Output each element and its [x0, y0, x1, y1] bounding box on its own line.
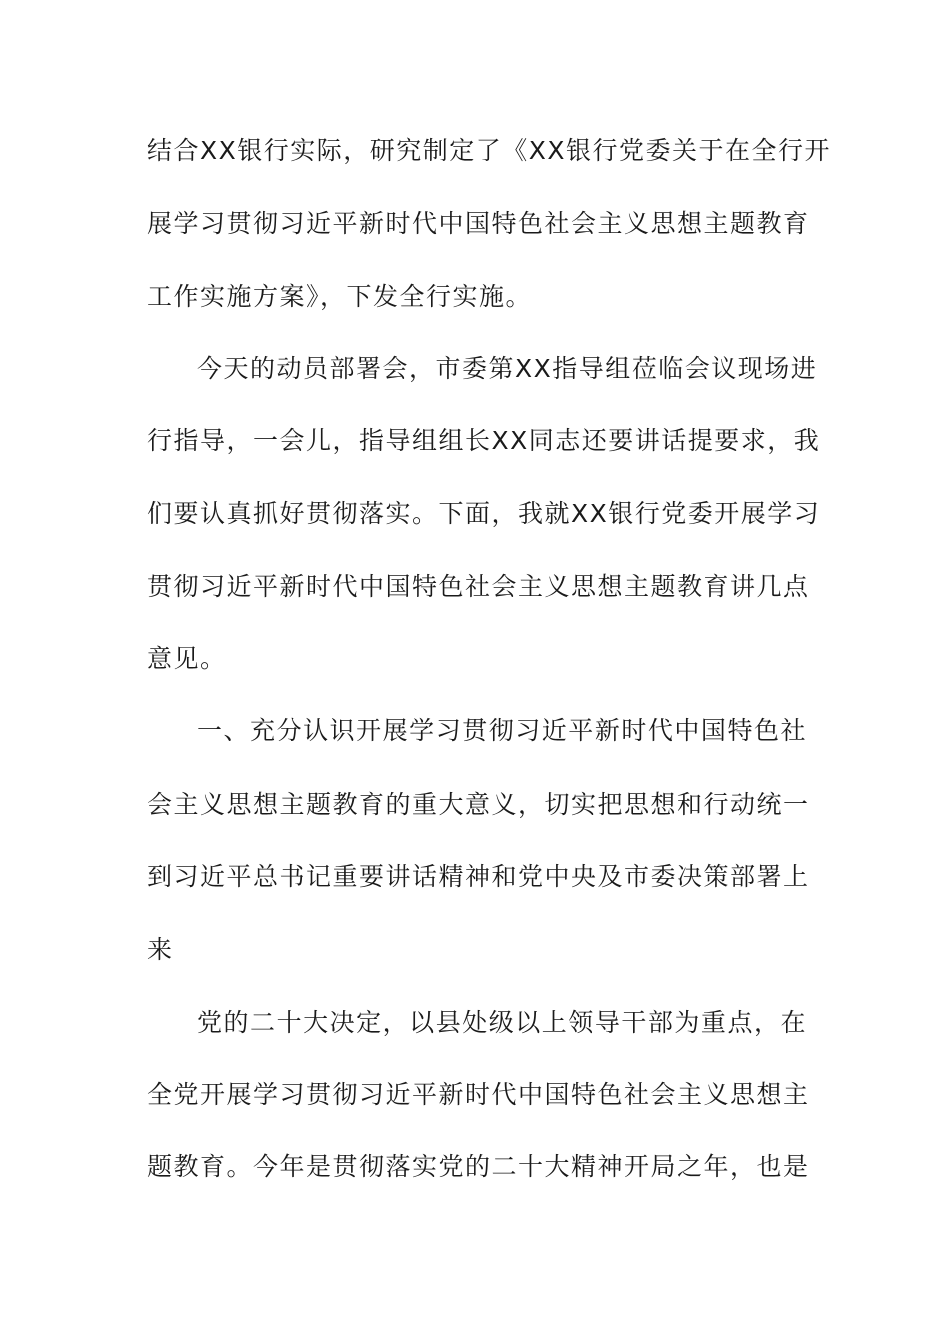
paragraph-line: 党的二十大决定，以县处级以上领导干部为重点，在 [197, 1008, 807, 1037]
section-heading-line: 一、充分认识开展学习贯彻习近平新时代中国特色社 [197, 716, 807, 745]
section-heading-line: 到习近平总书记重要讲话精神和党中央及市委决策部署上 [147, 862, 810, 891]
paragraph-line: 贯彻习近平新时代中国特色社会主义思想主题教育讲几点 [147, 572, 810, 601]
paragraph-line: 今天的动员部署会，市委第XX指导组莅临会议现场进 [197, 354, 818, 383]
paragraph-line: 工作实施方案》，下发全行实施。 [147, 282, 533, 311]
section-heading-line: 会主义思想主题教育的重大意义，切实把思想和行动统一 [147, 790, 810, 819]
paragraph-line: 行指导，一会儿，指导组组长XX同志还要讲话提要求，我 [147, 426, 821, 455]
paragraph-line: 题教育。今年是贯彻落实党的二十大精神开局之年，也是 [147, 1152, 810, 1181]
paragraph-line: 展学习贯彻习近平新时代中国特色社会主义思想主题教育 [147, 209, 810, 238]
paragraph-line: 全党开展学习贯彻习近平新时代中国特色社会主义思想主 [147, 1080, 810, 1109]
paragraph-line: 结合XX银行实际，研究制定了《XX银行党委关于在全行开 [147, 136, 832, 165]
section-heading-line: 来 [147, 935, 174, 964]
paragraph-line: 意见。 [147, 644, 227, 673]
paragraph-line: 们要认真抓好贯彻落实。下面，我就XX银行党委开展学习 [147, 499, 821, 528]
